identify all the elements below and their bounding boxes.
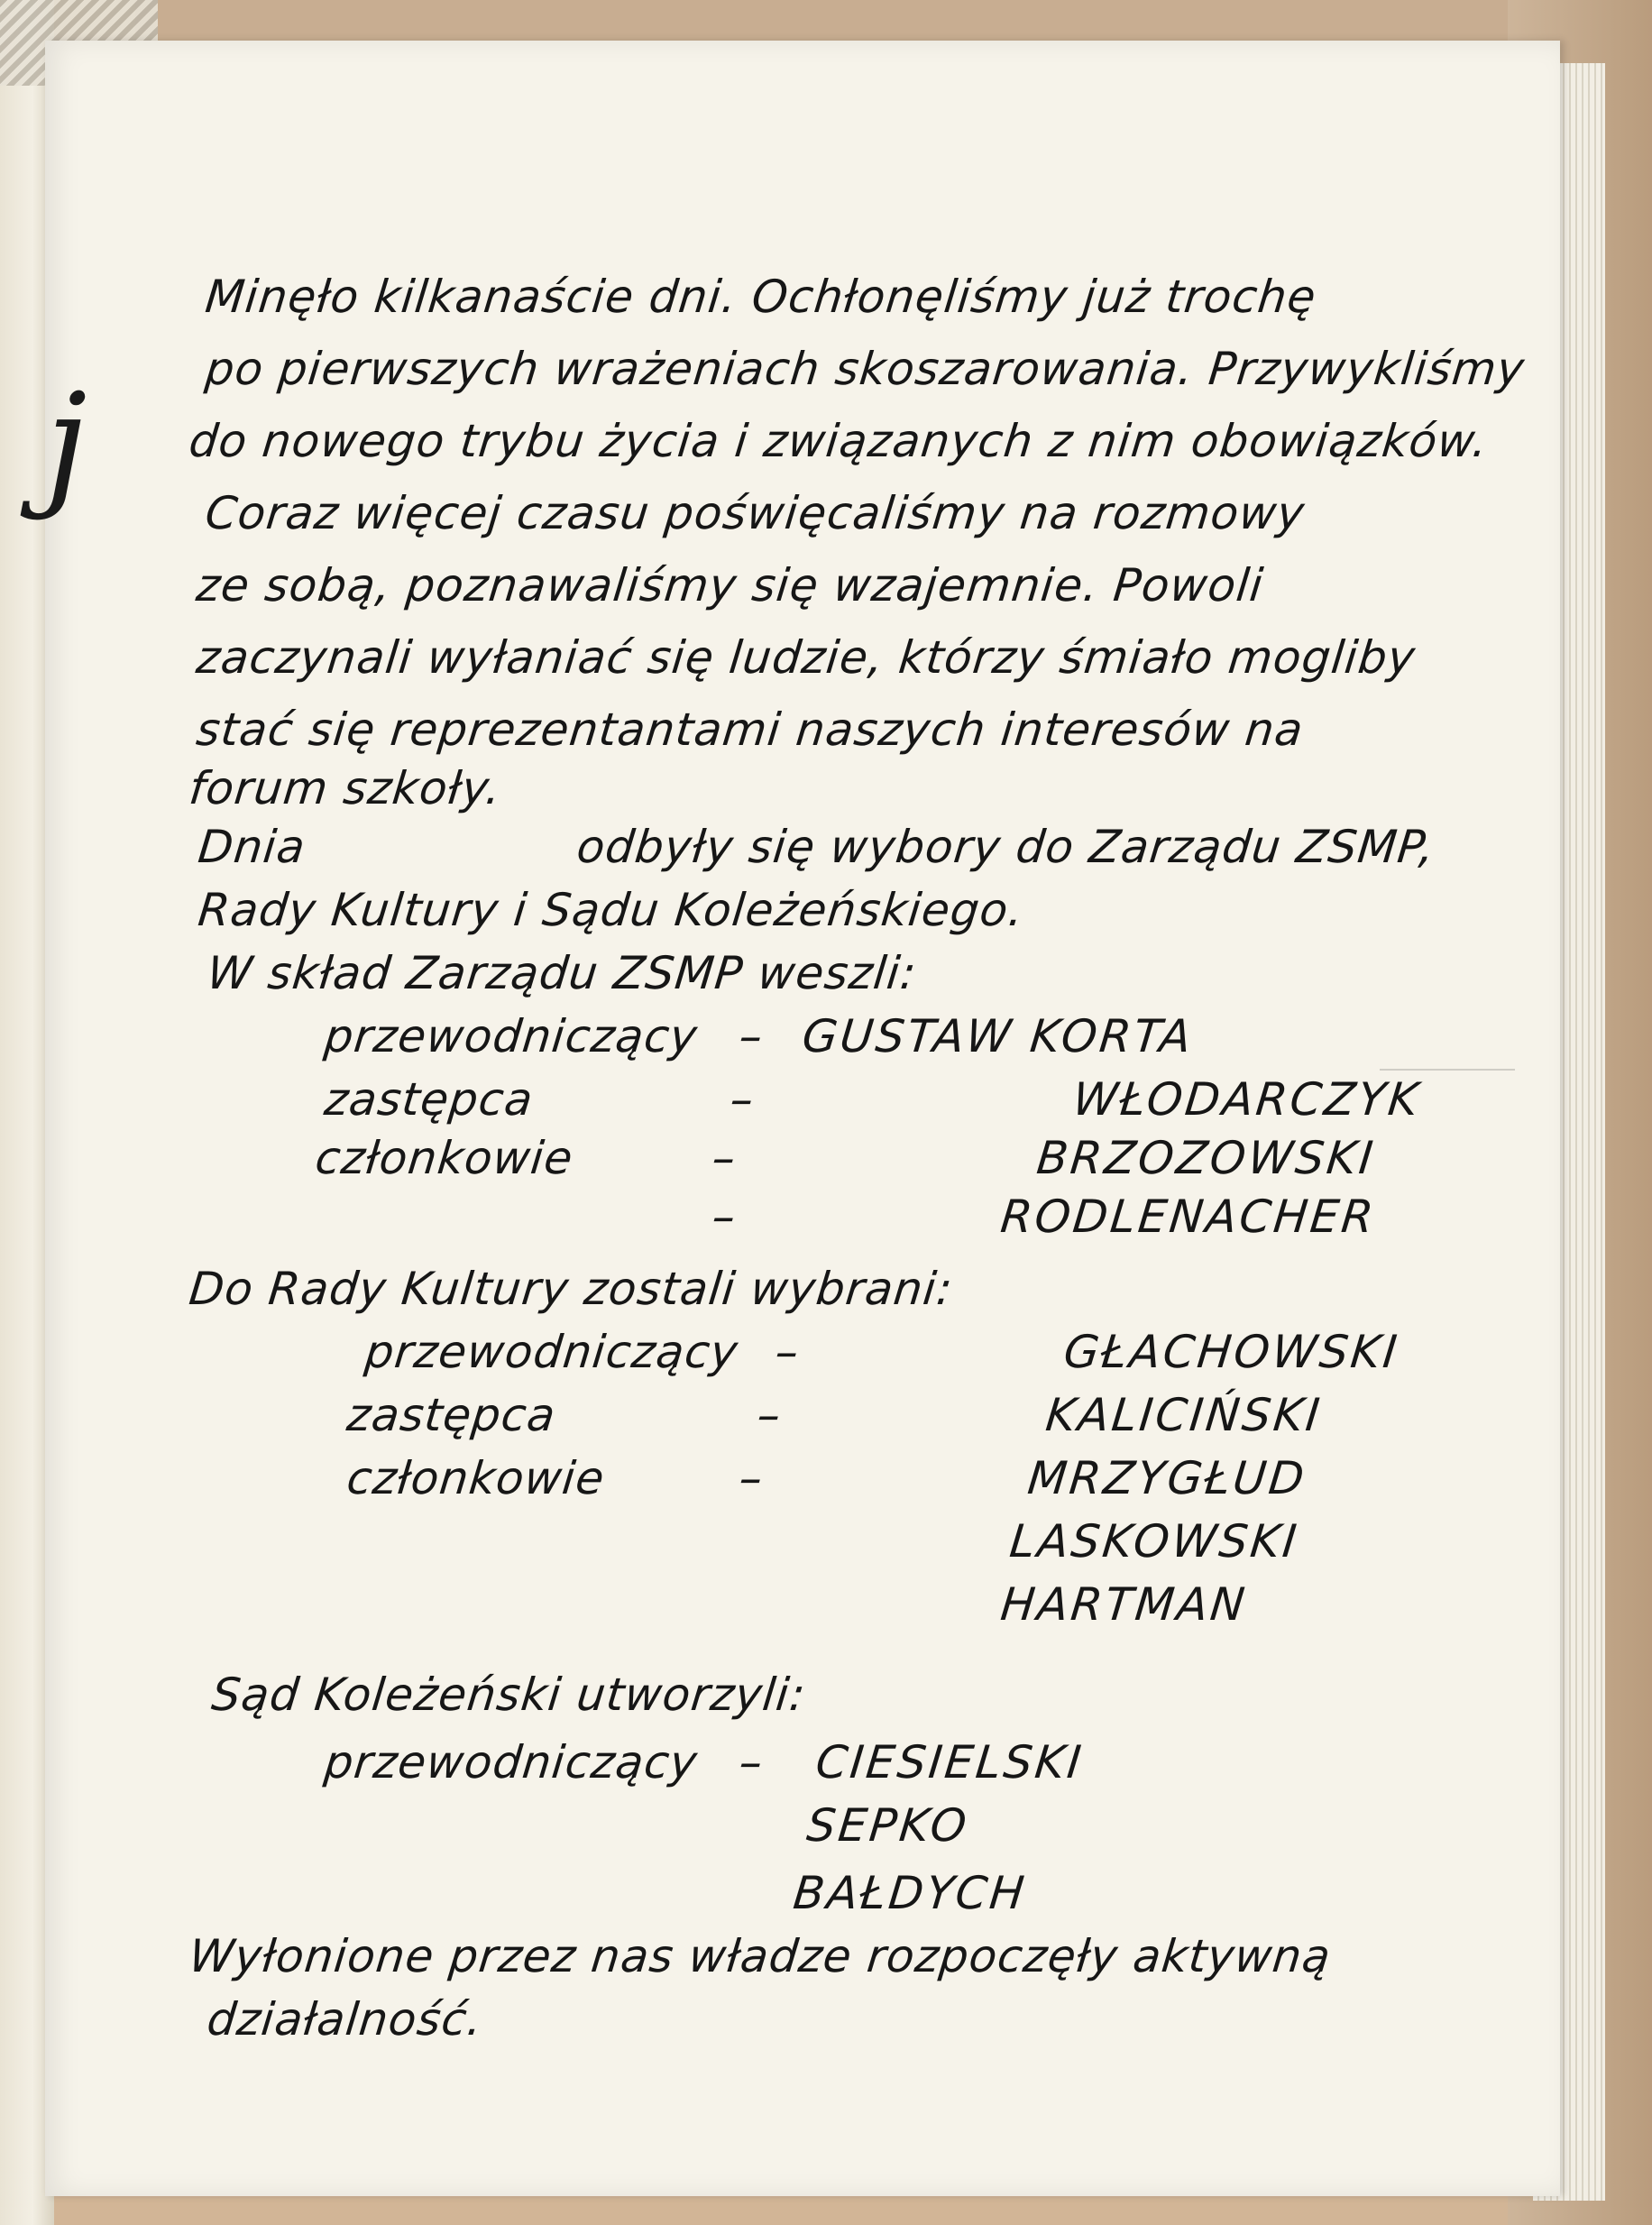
paragraph-line: ze sobą, poznawaliśmy się wzajemnie. Powoli [193,559,1267,611]
person-name: BAŁDYCH [790,1867,1030,1919]
role-label: członkowie [312,1132,576,1184]
person-name: GŁACHOWSKI [1060,1326,1402,1378]
dash: – [727,1073,757,1126]
person-name: MRZYGŁUD [1024,1452,1309,1504]
paragraph-line: zaczynali wyłaniać się ludzie, którzy śmiało mogliby [193,631,1418,684]
role-label: członkowie [344,1452,608,1504]
paragraph-line: Coraz więcej czasu poświęcaliśmy na rozmowy [202,487,1308,539]
culture-intro: Do Rady Kultury zostali wybrani: [186,1263,956,1315]
person-name: RODLENACHER [997,1191,1379,1243]
role-label: przewodniczący [362,1326,741,1378]
person-name: CIESIELSKI [812,1736,1087,1788]
dash: – [772,1326,803,1378]
court-intro: Sąd Koleżeński utworzyli: [208,1669,809,1721]
dnia-label: Dnia [195,821,308,873]
person-name: WŁODARCZYK [1069,1073,1424,1126]
closing-line: Wyłonione przez nas władze rozpoczęły aktywną [186,1930,1334,1982]
role-label: przewodniczący [321,1736,701,1788]
margin-letter-fragment: j [45,365,87,522]
person-name: HARTMAN [997,1578,1250,1631]
paragraph-line: stać się reprezentantami naszych interesów na [193,703,1307,756]
dash: – [736,1452,766,1504]
person-name: GUSTAW KORTA [799,1010,1197,1062]
paragraph-line: forum szkoły. [186,762,504,814]
person-name: SEPKO [803,1799,972,1852]
faint-line [1380,1069,1515,1071]
dash: – [736,1736,766,1788]
elections-line: odbyły się wybory do Zarządu ZSMP, [574,821,1438,873]
closing-line: działalność. [204,1993,486,2046]
person-name: KALICIŃSKI [1042,1389,1325,1441]
dash: – [754,1389,785,1441]
paragraph-line: Minęło kilkanaście dni. Ochłonęliśmy już trochę [202,271,1319,323]
elections-line: Rady Kultury i Sądu Koleżeńskiego. [195,884,1027,936]
dash: – [736,1010,766,1062]
dash: – [709,1132,739,1184]
role-label: przewodniczący [321,1010,701,1062]
person-name: BRZOZOWSKI [1033,1132,1379,1184]
notebook-page [45,41,1560,2196]
zsmp-intro: W skład Zarządu ZSMP weszli: [204,947,920,999]
role-label: zastępca [344,1389,559,1441]
dash: – [709,1191,739,1243]
role-label: zastępca [321,1073,537,1126]
person-name: LASKOWSKI [1006,1515,1302,1568]
paragraph-line: po pierwszych wrażeniach skoszarowania. Przywykliśmy [202,343,1528,395]
paragraph-line: do nowego trybu życia i związanych z nim obowiązków. [186,415,1491,467]
